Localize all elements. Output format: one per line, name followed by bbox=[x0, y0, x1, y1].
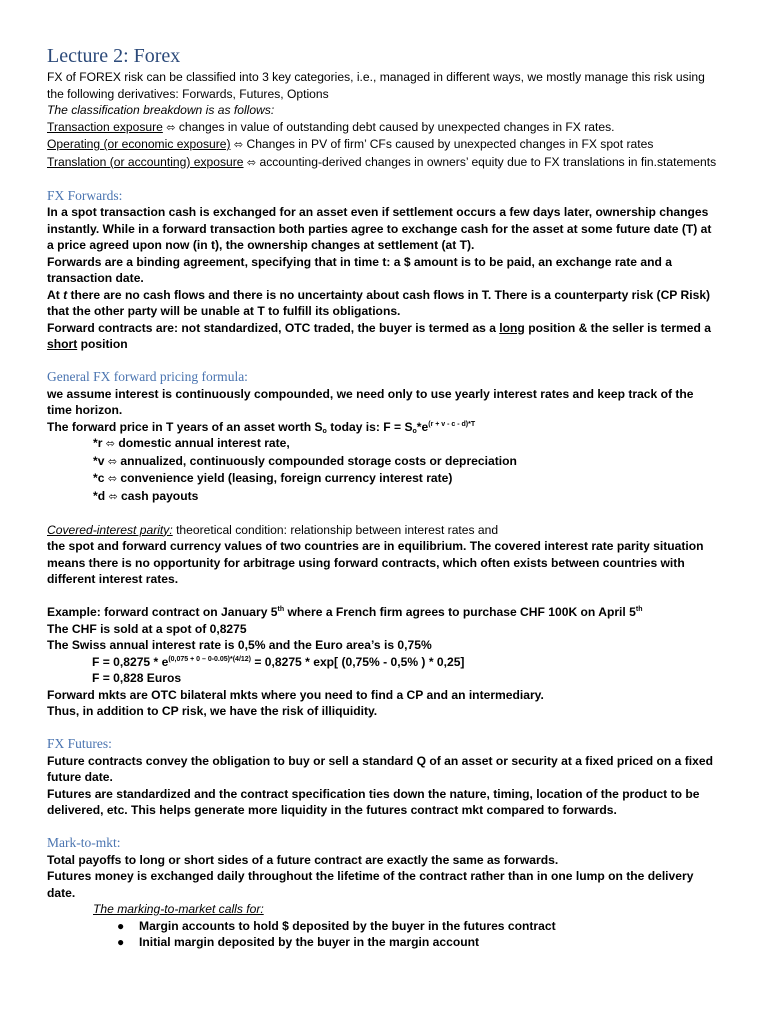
mtm-paragraph-2: Futures money is exchanged daily throughout the lifetime of the contract rather than in one lump on the delivery date. bbox=[47, 869, 694, 900]
exposure-item-transaction bbox=[47, 119, 720, 137]
exposure-desc: changes in value of outstanding debt caused by unexpected changes in FX rates. bbox=[175, 119, 615, 134]
long-term: long bbox=[499, 320, 525, 335]
bullet-icon: ● bbox=[117, 935, 125, 949]
forwards-paragraph-2: Forwards are a binding agreement, specifying that in time t: a $ amount is to be paid, an exchange rate and a transaction date. bbox=[47, 254, 672, 285]
short-term: short bbox=[47, 337, 78, 351]
section-heading-pricing: General FX forward pricing formula: bbox=[47, 369, 248, 384]
parity-paragraph: the spot and forward currency values of two countries are in equilibrium. The covered interest rate parity situation means there is no opportunity for arbitrage using forward contracts, which often exists between countries with different interest rates. bbox=[47, 539, 704, 586]
breakdown-line: The classification breakdown is as follows: bbox=[47, 103, 275, 117]
forwards-paragraph-4: Forward contracts are: not standardized, OTC traded, the buyer is termed as a long position & the seller is termed a short position bbox=[47, 320, 711, 351]
double-arrow-icon: ⬄ bbox=[108, 489, 118, 503]
example-line-1: Example: forward contract on January 5th where a French firm agrees to purchase CHF 100K on April 5th bbox=[47, 605, 643, 619]
parity-label: Covered-interest parity: bbox=[47, 522, 173, 537]
pricing-var-r: *r ⬄ domestic annual interest rate, bbox=[93, 436, 290, 450]
mtm-bullet-list bbox=[47, 918, 720, 951]
double-arrow-icon: ⬄ bbox=[233, 138, 244, 151]
futures-paragraph-2: Futures are standardized and the contract specification ties down the nature, timing, location of the product to be delivered, etc. This helps generate more liquidity in the futures contract mkt compared to forwards. bbox=[47, 786, 700, 817]
page-title: Lecture 2: Forex bbox=[47, 45, 181, 67]
double-arrow-icon: ⬄ bbox=[246, 155, 257, 169]
example-line-3: The Swiss annual interest rate is 0,5% and the Euro area’s is 0,75% bbox=[47, 638, 432, 652]
example-formula: $F = 0,8275 * e^{(0,075 + 0 - 0-0.05)*(4/12)} = 0,8275 * \exp$[ (0,75% - 0,5% ) * 0,25] bbox=[92, 654, 465, 669]
exposure-desc: accounting-derived changes in owners’ equity due to FX translations in fin.statements bbox=[256, 154, 717, 169]
example-line-2: The CHF is sold at a spot of 0,8275 bbox=[47, 621, 247, 636]
example-line-6: Forward mkts are OTC bilateral mkts where you need to find a CP and an intermediary. bbox=[47, 687, 544, 702]
futures-paragraph-1: Future contracts convey the obligation to buy or sell a standard Q of an asset or security at a fixed priced on a fixed future date. bbox=[47, 753, 713, 784]
forwards-paragraph-1: In a spot transaction cash is exchanged for an asset even if settlement occurs a few days later, ownership changes instantly. While in a forward transaction both parties agree to exchange cash for the asset at some future date (T) at a price agreed upon now (in t), the ownership changes at settlement (at T). bbox=[47, 205, 712, 252]
exposure-item-translation bbox=[47, 154, 720, 172]
section-heading-mtm: Mark-to-mkt: bbox=[47, 835, 121, 850]
pricing-var-d: *d ⬄ cash payouts bbox=[93, 488, 199, 503]
pricing-formula: The forward price in T years of an asset worth $S_o$ today is: $F = S_o*e^{(r + v - c - d)*T}$ bbox=[47, 419, 476, 435]
section-heading-forwards: FX Forwards: bbox=[47, 187, 123, 203]
double-arrow-icon: ⬄ bbox=[105, 437, 116, 450]
double-arrow-icon: ⬄ bbox=[107, 454, 118, 468]
pricing-var-v: *v ⬄ annualized, continuously compounded storage costs or depreciation bbox=[93, 453, 517, 468]
mtm-paragraph-1: Total payoffs to long or short sides of a future contract are exactly the same as forwards. bbox=[47, 852, 559, 867]
double-arrow-icon: ⬄ bbox=[166, 120, 176, 134]
bullet-icon: ● bbox=[117, 918, 125, 933]
exposure-term: Transaction exposure bbox=[47, 119, 163, 134]
example-line-7: Thus, in addition to CP risk, we have the risk of illiquidity. bbox=[47, 704, 378, 718]
example-result: F = 0,828 Euros bbox=[92, 671, 182, 685]
list-item: ● Margin accounts to hold $ deposited by the buyer in the futures contract bbox=[117, 918, 556, 933]
exposure-term: Translation (or accounting) exposure bbox=[47, 154, 244, 169]
pricing-var-c: *c ⬄ convenience yield (leasing, foreign currency interest rate) bbox=[93, 471, 453, 485]
parity-line: Covered-interest parity: theoretical condition: relationship between interest rates and bbox=[47, 522, 499, 537]
exposure-item-operating bbox=[47, 136, 720, 154]
double-arrow-icon: ⬄ bbox=[107, 472, 118, 485]
exposure-desc: Changes in PV of firm’ CFs caused by unexpected changes in FX spot rates bbox=[243, 137, 654, 151]
forwards-paragraph-3: At t there are no cash flows and there is no uncertainty about cash flows in T. There is a counterparty risk (CP Risk) that the other party will be unable at T to fulfill its obligations. bbox=[47, 287, 711, 318]
list-item: ● Initial margin deposited by the buyer in the margin account bbox=[117, 935, 480, 949]
pricing-paragraph-1: we assume interest is continuously compounded, we need only to use yearly interest rates and keep track of the time horizon. bbox=[47, 386, 694, 417]
section-heading-futures: FX Futures: bbox=[47, 736, 112, 751]
exposure-term: Operating (or economic exposure) bbox=[47, 137, 231, 151]
mtm-calls-line: The marking-to-market calls for: bbox=[93, 902, 264, 916]
intro-paragraph: FX of FOREX risk can be classified into 3 key categories, i.e., managed in different ways, we mostly manage this risk using the following derivatives: Forwards, Futures, Options bbox=[47, 70, 705, 101]
